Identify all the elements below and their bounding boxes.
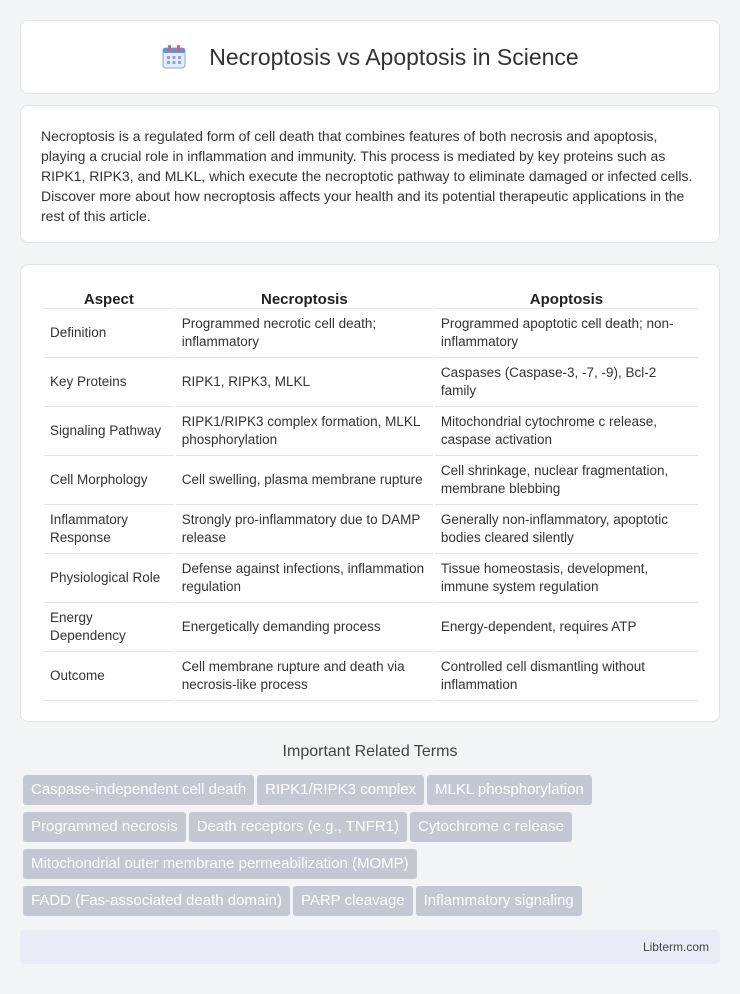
table-row xyxy=(44,603,698,652)
header-necroptosis: Necroptosis xyxy=(176,285,433,309)
cell-aspect: Physiological Role xyxy=(44,554,174,603)
header-card xyxy=(20,20,720,94)
comparison-table xyxy=(42,285,700,701)
cell-aspect: Cell Morphology xyxy=(44,456,174,505)
cell-necroptosis: Defense against infections, inflammation regulation xyxy=(176,554,433,603)
intro-text: Necroptosis is a regulated form of cell death that combines features of both necrosis and apoptosis, playing a crucial role in inflammation and immunity. This process is mediated by key proteins such as RIPK1, RIPK3, and MLKL, which execute the necroptotic pathway to eliminate damaged or infected cells. Discover more about how necroptosis affects your health and its potential therapeutic applications in the rest of this article. xyxy=(41,128,693,224)
term-tag[interactable]: MLKL phosphorylation xyxy=(427,775,592,805)
cell-necroptosis: Strongly pro-inflammatory due to DAMP release xyxy=(176,505,433,554)
footer-site-link[interactable]: Libterm.com xyxy=(642,940,709,954)
table-row xyxy=(44,554,698,603)
cell-necroptosis: Programmed necrotic cell death; inflammatory xyxy=(176,309,433,358)
term-tag[interactable]: Mitochondrial outer membrane permeabilization (MOMP) xyxy=(23,849,417,879)
term-tag[interactable]: PARP cleavage xyxy=(293,886,413,916)
page-title: Necroptosis vs Apoptosis in Science xyxy=(209,43,579,70)
cell-aspect: Definition xyxy=(44,309,174,358)
cell-apoptosis: Energy-dependent, requires ATP xyxy=(435,603,698,652)
table-row xyxy=(44,456,698,505)
cell-apoptosis: Cell shrinkage, nuclear fragmentation, membrane blebbing xyxy=(435,456,698,505)
intro-card xyxy=(20,105,720,243)
table-row xyxy=(44,358,698,407)
comparison-table-card xyxy=(20,264,720,722)
cell-apoptosis: Generally non-inflammatory, apoptotic bodies cleared silently xyxy=(435,505,698,554)
related-terms-list xyxy=(23,775,723,923)
cell-apoptosis: Programmed apoptotic cell death; non-inflammatory xyxy=(435,309,698,358)
cell-aspect: Energy Dependency xyxy=(44,603,174,652)
term-tag[interactable]: Caspase-independent cell death xyxy=(23,775,254,805)
table-header-row xyxy=(44,285,698,309)
table-row xyxy=(44,407,698,456)
table-row xyxy=(44,652,698,701)
cell-necroptosis: Energetically demanding process xyxy=(176,603,433,652)
cell-apoptosis: Controlled cell dismantling without inflammation xyxy=(435,652,698,701)
cell-aspect: Signaling Pathway xyxy=(44,407,174,456)
cell-necroptosis: RIPK1, RIPK3, MLKL xyxy=(176,358,433,407)
cell-necroptosis: Cell swelling, plasma membrane rupture xyxy=(176,456,433,505)
header-aspect: Aspect xyxy=(44,285,174,309)
term-tag[interactable]: Programmed necrosis xyxy=(23,812,186,842)
term-tag[interactable]: Inflammatory signaling xyxy=(416,886,582,916)
related-terms-title: Important Related Terms xyxy=(282,743,458,760)
calendar-icon xyxy=(161,44,187,70)
cell-aspect: Outcome xyxy=(44,652,174,701)
header-apoptosis: Apoptosis xyxy=(435,285,698,309)
footer xyxy=(20,930,720,964)
term-tag[interactable]: RIPK1/RIPK3 complex xyxy=(257,775,424,805)
term-tag[interactable]: Cytochrome c release xyxy=(410,812,572,842)
cell-apoptosis: Caspases (Caspase-3, -7, -9), Bcl-2 family xyxy=(435,358,698,407)
term-tag[interactable]: Death receptors (e.g., TNFR1) xyxy=(189,812,407,842)
cell-necroptosis: RIPK1/RIPK3 complex formation, MLKL phosphorylation xyxy=(176,407,433,456)
cell-aspect: Inflammatory Response xyxy=(44,505,174,554)
cell-necroptosis: Cell membrane rupture and death via necrosis-like process xyxy=(176,652,433,701)
table-row xyxy=(44,505,698,554)
cell-aspect: Key Proteins xyxy=(44,358,174,407)
term-tag[interactable]: FADD (Fas-associated death domain) xyxy=(23,886,290,916)
cell-apoptosis: Mitochondrial cytochrome c release, caspase activation xyxy=(435,407,698,456)
cell-apoptosis: Tissue homeostasis, development, immune system regulation xyxy=(435,554,698,603)
table-row xyxy=(44,309,698,358)
